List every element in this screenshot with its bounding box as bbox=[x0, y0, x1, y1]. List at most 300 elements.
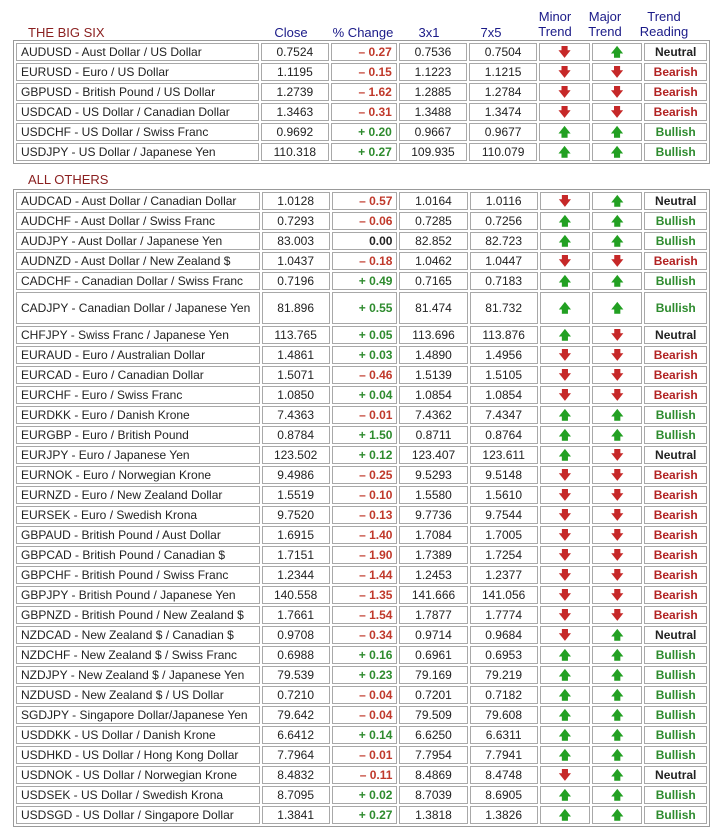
table-row bbox=[16, 123, 707, 141]
major-trend-cell bbox=[592, 346, 642, 364]
close-value: 1.4861 bbox=[262, 346, 330, 364]
arrow-down-icon: 🡇 bbox=[611, 588, 624, 602]
major-trend-cell bbox=[592, 586, 642, 604]
major-trend-cell bbox=[592, 706, 642, 724]
pct-change-value: – 1.90 bbox=[332, 546, 398, 564]
pct-change-value: – 0.11 bbox=[332, 766, 398, 784]
minor-trend-cell bbox=[540, 406, 590, 424]
3x1-value: 1.0164 bbox=[399, 192, 467, 210]
arrow-up-icon: 🡅 bbox=[558, 145, 571, 159]
close-value: 7.4363 bbox=[262, 406, 330, 424]
pair-name: AUDJPY - Aust Dollar / Japanese Yen bbox=[16, 232, 260, 250]
table-row bbox=[16, 212, 707, 230]
7x5-value: 82.723 bbox=[470, 232, 538, 250]
table-row bbox=[16, 546, 707, 564]
minor-trend-cell bbox=[540, 606, 590, 624]
major-trend-cell bbox=[592, 446, 642, 464]
7x5-value: 0.8764 bbox=[470, 426, 538, 444]
7x5-value: 6.6311 bbox=[470, 726, 538, 744]
arrow-down-icon: 🡇 bbox=[611, 548, 624, 562]
arrow-up-icon: 🡅 bbox=[558, 301, 572, 315]
major-trend-cell bbox=[592, 366, 642, 384]
minor-trend-cell bbox=[540, 366, 590, 384]
close-value: 110.318 bbox=[261, 143, 329, 161]
pair-name: GBPCHF - British Pound / Swiss Franc bbox=[16, 566, 260, 584]
pct-change-value: – 0.01 bbox=[332, 746, 398, 764]
pair-name: NZDUSD - New Zealand $ / US Dollar bbox=[16, 686, 260, 704]
arrow-up-icon: 🡅 bbox=[611, 768, 624, 782]
arrow-up-icon: 🡅 bbox=[558, 448, 572, 462]
table-row bbox=[16, 406, 707, 424]
arrow-up-icon: 🡅 bbox=[611, 668, 624, 682]
pct-change-value: + 1.50 bbox=[332, 426, 398, 444]
pair-name: GBPUSD - British Pound / US Dollar bbox=[16, 83, 259, 101]
arrow-up-icon: 🡅 bbox=[610, 145, 624, 159]
close-value: 9.4986 bbox=[262, 466, 330, 484]
pair-name: NZDCAD - New Zealand $ / Canadian $ bbox=[16, 626, 260, 644]
major-trend-cell bbox=[592, 686, 642, 704]
pct-change-value: + 0.55 bbox=[332, 292, 398, 324]
major-trend-cell bbox=[592, 272, 642, 290]
close-header: Close bbox=[274, 25, 308, 40]
major-trend-cell bbox=[592, 143, 643, 161]
minor-trend-cell bbox=[539, 103, 590, 121]
trend-reading-value: Bearish bbox=[644, 606, 707, 624]
major-trend-cell bbox=[592, 103, 643, 121]
close-value: 8.4832 bbox=[262, 766, 330, 784]
minor-trend-cell bbox=[539, 143, 590, 161]
pct-change-header: % Change bbox=[332, 25, 394, 40]
pair-name: SGDJPY - Singapore Dollar/Japanese Yen bbox=[16, 706, 260, 724]
7x5-value: 1.0854 bbox=[470, 386, 538, 404]
minor-trend-cell bbox=[540, 526, 590, 544]
pct-change-value: – 0.01 bbox=[332, 406, 398, 424]
arrow-down-icon: 🡇 bbox=[558, 608, 572, 622]
trend-reading-value: Bearish bbox=[644, 386, 707, 404]
3x1-value: 9.7736 bbox=[399, 506, 467, 524]
pair-name: USDNOK - US Dollar / Norwegian Krone bbox=[16, 766, 260, 784]
7x5-value: 113.876 bbox=[470, 326, 538, 344]
pair-name: AUDUSD - Aust Dollar / US Dollar bbox=[16, 43, 259, 61]
arrow-down-icon: 🡇 bbox=[558, 105, 571, 119]
7x5-value: 79.219 bbox=[470, 666, 538, 684]
7x5-value: 9.5148 bbox=[470, 466, 538, 484]
close-value: 123.502 bbox=[262, 446, 330, 464]
table-row bbox=[16, 446, 707, 464]
trend-reading-value: Bullish bbox=[644, 123, 707, 141]
trend-reading-value: Bullish bbox=[644, 806, 707, 824]
arrow-up-icon: 🡅 bbox=[611, 788, 624, 802]
arrow-down-icon: 🡇 bbox=[558, 508, 572, 522]
trend-reading-value: Bullish bbox=[644, 406, 707, 424]
table-row bbox=[16, 606, 707, 624]
3x1-value: 79.169 bbox=[399, 666, 467, 684]
7x5-value: 0.9684 bbox=[470, 626, 538, 644]
trend-reading-value: Neutral bbox=[644, 446, 707, 464]
pair-name: GBPNZD - British Pound / New Zealand $ bbox=[16, 606, 260, 624]
arrow-up-icon: 🡅 bbox=[611, 214, 624, 228]
pair-name: NZDJPY - New Zealand $ / Japanese Yen bbox=[16, 666, 260, 684]
close-value: 7.7964 bbox=[262, 746, 330, 764]
arrow-down-icon: 🡇 bbox=[558, 528, 572, 542]
3x1-value: 1.0854 bbox=[399, 386, 467, 404]
arrow-up-icon: 🡅 bbox=[611, 808, 624, 822]
major-trend-cell bbox=[592, 626, 642, 644]
table-row bbox=[16, 272, 707, 290]
3x1-value: 0.8711 bbox=[399, 426, 467, 444]
minor-trend-cell bbox=[539, 83, 590, 101]
close-value: 140.558 bbox=[262, 586, 330, 604]
major-trend-cell bbox=[592, 123, 643, 141]
arrow-up-icon: 🡅 bbox=[558, 708, 572, 722]
minor-trend-cell bbox=[540, 726, 590, 744]
table-row bbox=[16, 646, 707, 664]
close-value: 1.5519 bbox=[262, 486, 330, 504]
table-row bbox=[16, 466, 707, 484]
3x1-value: 0.7201 bbox=[399, 686, 467, 704]
arrow-up-icon: 🡅 bbox=[558, 274, 572, 288]
trend-reading-value: Bearish bbox=[644, 486, 707, 504]
arrow-up-icon: 🡅 bbox=[558, 648, 572, 662]
7x5-value: 0.9677 bbox=[469, 123, 537, 141]
table-row bbox=[16, 292, 707, 324]
3x1-value: 0.6961 bbox=[399, 646, 467, 664]
minor-trend-cell bbox=[540, 466, 590, 484]
close-value: 6.6412 bbox=[262, 726, 330, 744]
pct-change-value: + 0.49 bbox=[332, 272, 398, 290]
minor-trend-cell bbox=[540, 566, 590, 584]
trend-reading-header: Trend Reading bbox=[639, 9, 689, 39]
3x1-value: 109.935 bbox=[399, 143, 467, 161]
big-six-table bbox=[13, 40, 710, 164]
minor-trend-cell bbox=[540, 446, 590, 464]
pair-name: USDSEK - US Dollar / Swedish Krona bbox=[16, 786, 260, 804]
pct-change-value: + 0.23 bbox=[332, 666, 398, 684]
arrow-up-icon: 🡅 bbox=[558, 125, 571, 139]
7x5-value: 7.4347 bbox=[470, 406, 538, 424]
table-row bbox=[16, 103, 707, 121]
trend-reading-value: Bullish bbox=[644, 666, 707, 684]
trend-reading-value: Bearish bbox=[644, 506, 707, 524]
pair-name: EURDKK - Euro / Danish Krone bbox=[16, 406, 260, 424]
trend-reading-value: Bearish bbox=[644, 526, 707, 544]
arrow-up-icon: 🡅 bbox=[558, 214, 572, 228]
7x5-value: 0.7182 bbox=[470, 686, 538, 704]
arrow-up-icon: 🡅 bbox=[558, 808, 572, 822]
pct-change-value: – 1.62 bbox=[331, 83, 397, 101]
major-trend-cell bbox=[592, 192, 642, 210]
minor-trend-cell bbox=[540, 486, 590, 504]
pair-name: EURGBP - Euro / British Pound bbox=[16, 426, 260, 444]
arrow-down-icon: 🡇 bbox=[558, 254, 572, 268]
pct-change-value: – 0.04 bbox=[332, 706, 398, 724]
pct-change-value: – 0.25 bbox=[332, 466, 398, 484]
pct-change-value: – 1.35 bbox=[332, 586, 398, 604]
table-row bbox=[16, 486, 707, 504]
table-row bbox=[16, 766, 707, 784]
major-trend-cell bbox=[592, 466, 642, 484]
major-trend-cell bbox=[592, 566, 642, 584]
pct-change-value: – 1.40 bbox=[332, 526, 398, 544]
3x1-value: 1.2885 bbox=[399, 83, 467, 101]
pair-name: EURUSD - Euro / US Dollar bbox=[16, 63, 259, 81]
arrow-down-icon: 🡇 bbox=[558, 45, 571, 59]
table-row bbox=[16, 746, 707, 764]
trend-reading-value: Bullish bbox=[644, 686, 707, 704]
7x5-value: 81.732 bbox=[470, 292, 538, 324]
close-value: 79.642 bbox=[262, 706, 330, 724]
arrow-down-icon: 🡇 bbox=[611, 488, 624, 502]
arrow-up-icon: 🡅 bbox=[611, 628, 624, 642]
minor-trend-cell bbox=[540, 746, 590, 764]
arrow-down-icon: 🡇 bbox=[558, 388, 572, 402]
trend-reading-value: Bearish bbox=[644, 466, 707, 484]
trend-reading-value: Bearish bbox=[644, 586, 707, 604]
pair-name: AUDCAD - Aust Dollar / Canadian Dollar bbox=[16, 192, 260, 210]
trend-reading-value: Bullish bbox=[644, 646, 707, 664]
pct-change-value: – 0.13 bbox=[332, 506, 398, 524]
pair-name: EURJPY - Euro / Japanese Yen bbox=[16, 446, 260, 464]
table-row bbox=[16, 506, 707, 524]
close-value: 1.1195 bbox=[261, 63, 329, 81]
pair-name: CHFJPY - Swiss Franc / Japanese Yen bbox=[16, 326, 260, 344]
arrow-down-icon: 🡇 bbox=[558, 65, 571, 79]
pct-change-value: – 0.15 bbox=[331, 63, 397, 81]
pair-name: USDCAD - US Dollar / Canadian Dollar bbox=[16, 103, 259, 121]
pct-change-value: – 0.34 bbox=[332, 626, 398, 644]
pair-name: CADCHF - Canadian Dollar / Swiss Franc bbox=[16, 272, 260, 290]
minor-trend-cell bbox=[540, 766, 590, 784]
trend-reading-value: Bullish bbox=[644, 143, 707, 161]
7x5-value: 0.6953 bbox=[470, 646, 538, 664]
arrow-down-icon: 🡇 bbox=[611, 568, 624, 582]
pair-name: CADJPY - Canadian Dollar / Japanese Yen bbox=[16, 292, 260, 324]
trend-reading-value: Bullish bbox=[644, 726, 707, 744]
pair-name: USDJPY - US Dollar / Japanese Yen bbox=[16, 143, 259, 161]
close-value: 1.7661 bbox=[262, 606, 330, 624]
major-trend-cell bbox=[592, 83, 643, 101]
arrow-down-icon: 🡇 bbox=[611, 254, 624, 268]
pct-change-value: + 0.02 bbox=[332, 786, 398, 804]
7x5-value: 1.1215 bbox=[469, 63, 537, 81]
3x1-value: 1.7389 bbox=[399, 546, 467, 564]
trend-reading-value: Neutral bbox=[644, 326, 707, 344]
table-row bbox=[16, 526, 707, 544]
pct-change-value: + 0.05 bbox=[332, 326, 398, 344]
arrow-down-icon: 🡇 bbox=[558, 348, 572, 362]
trend-reading-value: Bullish bbox=[644, 272, 707, 290]
major-trend-cell bbox=[592, 726, 642, 744]
pct-change-value: + 0.04 bbox=[332, 386, 398, 404]
7x5-value: 8.6905 bbox=[470, 786, 538, 804]
major-trend-cell bbox=[592, 326, 642, 344]
arrow-down-icon: 🡇 bbox=[610, 105, 624, 119]
7x5-value: 9.7544 bbox=[470, 506, 538, 524]
pct-change-value: + 0.20 bbox=[331, 123, 397, 141]
3x1-value: 1.0462 bbox=[399, 252, 467, 270]
3x1-value: 1.5580 bbox=[399, 486, 467, 504]
minor-trend-cell bbox=[540, 232, 590, 250]
3x1-value: 1.2453 bbox=[399, 566, 467, 584]
3x1-value: 81.474 bbox=[399, 292, 467, 324]
3x1-value: 141.666 bbox=[399, 586, 467, 604]
arrow-up-icon: 🡅 bbox=[611, 194, 624, 208]
close-value: 1.0850 bbox=[262, 386, 330, 404]
pair-name: USDHKD - US Dollar / Hong Kong Dollar bbox=[16, 746, 260, 764]
arrow-up-icon: 🡅 bbox=[611, 301, 624, 315]
pair-name: EURAUD - Euro / Australian Dollar bbox=[16, 346, 260, 364]
7x5-value: 7.7941 bbox=[470, 746, 538, 764]
3x1-value: 1.4890 bbox=[399, 346, 467, 364]
close-value: 0.9692 bbox=[261, 123, 329, 141]
minor-trend-cell bbox=[540, 292, 590, 324]
table-row bbox=[16, 666, 707, 684]
table-row bbox=[16, 706, 707, 724]
trend-reading-value: Bullish bbox=[644, 746, 707, 764]
table-row bbox=[16, 786, 707, 804]
pair-name: EURNZD - Euro / New Zealand Dollar bbox=[16, 486, 260, 504]
table-row bbox=[16, 43, 707, 61]
minor-trend-cell bbox=[540, 686, 590, 704]
minor-trend-cell bbox=[540, 666, 590, 684]
major-trend-cell bbox=[592, 806, 642, 824]
arrow-down-icon: 🡇 bbox=[611, 388, 624, 402]
arrow-down-icon: 🡇 bbox=[611, 528, 624, 542]
major-trend-cell bbox=[592, 426, 642, 444]
pct-change-value: + 0.03 bbox=[332, 346, 398, 364]
7x5-header: 7x5 bbox=[480, 25, 502, 40]
arrow-down-icon: 🡇 bbox=[558, 488, 572, 502]
pct-change-value: – 0.04 bbox=[332, 686, 398, 704]
arrow-up-icon: 🡅 bbox=[610, 45, 624, 59]
3x1-value: 79.509 bbox=[399, 706, 467, 724]
3x1-value: 1.1223 bbox=[399, 63, 467, 81]
3x1-value: 1.3488 bbox=[399, 103, 467, 121]
table-row bbox=[16, 326, 707, 344]
minor-trend-cell bbox=[539, 123, 590, 141]
table-row bbox=[16, 586, 707, 604]
arrow-up-icon: 🡅 bbox=[610, 125, 624, 139]
trend-reading-value: Bearish bbox=[644, 366, 707, 384]
minor-trend-cell bbox=[539, 43, 590, 61]
major-trend-cell bbox=[592, 212, 642, 230]
pair-name: EURCAD - Euro / Canadian Dollar bbox=[16, 366, 260, 384]
pair-name: USDCHF - US Dollar / Swiss Franc bbox=[16, 123, 259, 141]
7x5-value: 79.608 bbox=[470, 706, 538, 724]
table-row bbox=[16, 366, 707, 384]
arrow-down-icon: 🡇 bbox=[610, 85, 624, 99]
3x1-value: 82.852 bbox=[399, 232, 467, 250]
pair-name: EURNOK - Euro / Norwegian Krone bbox=[16, 466, 260, 484]
minor-trend-cell bbox=[540, 786, 590, 804]
minor-trend-cell bbox=[540, 252, 590, 270]
trend-reading-value: Neutral bbox=[644, 192, 707, 210]
trend-reading-value: Bearish bbox=[644, 346, 707, 364]
close-value: 1.3841 bbox=[262, 806, 330, 824]
arrow-up-icon: 🡅 bbox=[558, 688, 572, 702]
close-value: 1.0128 bbox=[262, 192, 330, 210]
minor-trend-cell bbox=[540, 646, 590, 664]
close-value: 1.3463 bbox=[261, 103, 329, 121]
minor-trend-cell bbox=[540, 426, 590, 444]
close-value: 113.765 bbox=[262, 326, 330, 344]
3x1-value: 0.7285 bbox=[399, 212, 467, 230]
pct-change-value: – 0.31 bbox=[331, 103, 397, 121]
7x5-value: 141.056 bbox=[470, 586, 538, 604]
7x5-value: 1.2784 bbox=[469, 83, 537, 101]
trend-reading-value: Bearish bbox=[644, 83, 707, 101]
7x5-value: 1.3474 bbox=[469, 103, 537, 121]
arrow-up-icon: 🡅 bbox=[611, 428, 624, 442]
pair-name: GBPCAD - British Pound / Canadian $ bbox=[16, 546, 260, 564]
7x5-value: 1.5610 bbox=[470, 486, 538, 504]
trend-reading-value: Neutral bbox=[644, 766, 707, 784]
table-row bbox=[16, 686, 707, 704]
pct-change-value: – 0.57 bbox=[332, 192, 398, 210]
major-trend-cell bbox=[592, 486, 642, 504]
trend-reading-value: Bullish bbox=[644, 232, 707, 250]
all-others-table bbox=[13, 189, 710, 827]
close-value: 0.8784 bbox=[262, 426, 330, 444]
arrow-down-icon: 🡇 bbox=[611, 468, 624, 482]
arrow-down-icon: 🡇 bbox=[611, 448, 624, 462]
trend-reading-value: Bullish bbox=[644, 212, 707, 230]
pair-name: USDDKK - US Dollar / Danish Krone bbox=[16, 726, 260, 744]
arrow-up-icon: 🡅 bbox=[558, 748, 572, 762]
table-row bbox=[16, 566, 707, 584]
arrow-up-icon: 🡅 bbox=[611, 408, 624, 422]
arrow-up-icon: 🡅 bbox=[611, 234, 624, 248]
3x1-value: 7.4362 bbox=[399, 406, 467, 424]
arrow-up-icon: 🡅 bbox=[558, 668, 572, 682]
minor-trend-cell bbox=[540, 326, 590, 344]
table-row bbox=[16, 143, 707, 161]
trend-reading-value: Neutral bbox=[644, 43, 707, 61]
major-trend-header: Major Trend bbox=[588, 9, 622, 39]
close-value: 0.7210 bbox=[262, 686, 330, 704]
pair-name: NZDCHF - New Zealand $ / Swiss Franc bbox=[16, 646, 260, 664]
close-value: 83.003 bbox=[262, 232, 330, 250]
arrow-down-icon: 🡇 bbox=[558, 468, 572, 482]
major-trend-cell bbox=[592, 252, 642, 270]
trend-reading-value: Neutral bbox=[644, 626, 707, 644]
pair-name: EURCHF - Euro / Swiss Franc bbox=[16, 386, 260, 404]
pct-change-value: – 0.10 bbox=[332, 486, 398, 504]
pair-name: AUDCHF - Aust Dollar / Swiss Franc bbox=[16, 212, 260, 230]
major-trend-cell bbox=[592, 606, 642, 624]
major-trend-cell bbox=[592, 406, 642, 424]
column-header-bar bbox=[0, 0, 710, 42]
pct-change-value: 0.00 bbox=[332, 232, 398, 250]
pct-change-value: – 1.44 bbox=[332, 566, 398, 584]
minor-trend-cell bbox=[540, 386, 590, 404]
3x1-value: 123.407 bbox=[399, 446, 467, 464]
7x5-value: 8.4748 bbox=[470, 766, 538, 784]
all-others-title: ALL OTHERS bbox=[28, 172, 109, 187]
minor-trend-header: Minor Trend bbox=[538, 9, 572, 39]
trend-reading-value: Bearish bbox=[644, 546, 707, 564]
major-trend-cell bbox=[592, 646, 642, 664]
arrow-up-icon: 🡅 bbox=[611, 274, 624, 288]
minor-trend-cell bbox=[540, 212, 590, 230]
close-value: 0.7196 bbox=[262, 272, 330, 290]
major-trend-cell bbox=[592, 786, 642, 804]
minor-trend-cell bbox=[540, 272, 590, 290]
table-row bbox=[16, 63, 707, 81]
pct-change-value: + 0.16 bbox=[332, 646, 398, 664]
table-row bbox=[16, 83, 707, 101]
table-row bbox=[16, 806, 707, 824]
